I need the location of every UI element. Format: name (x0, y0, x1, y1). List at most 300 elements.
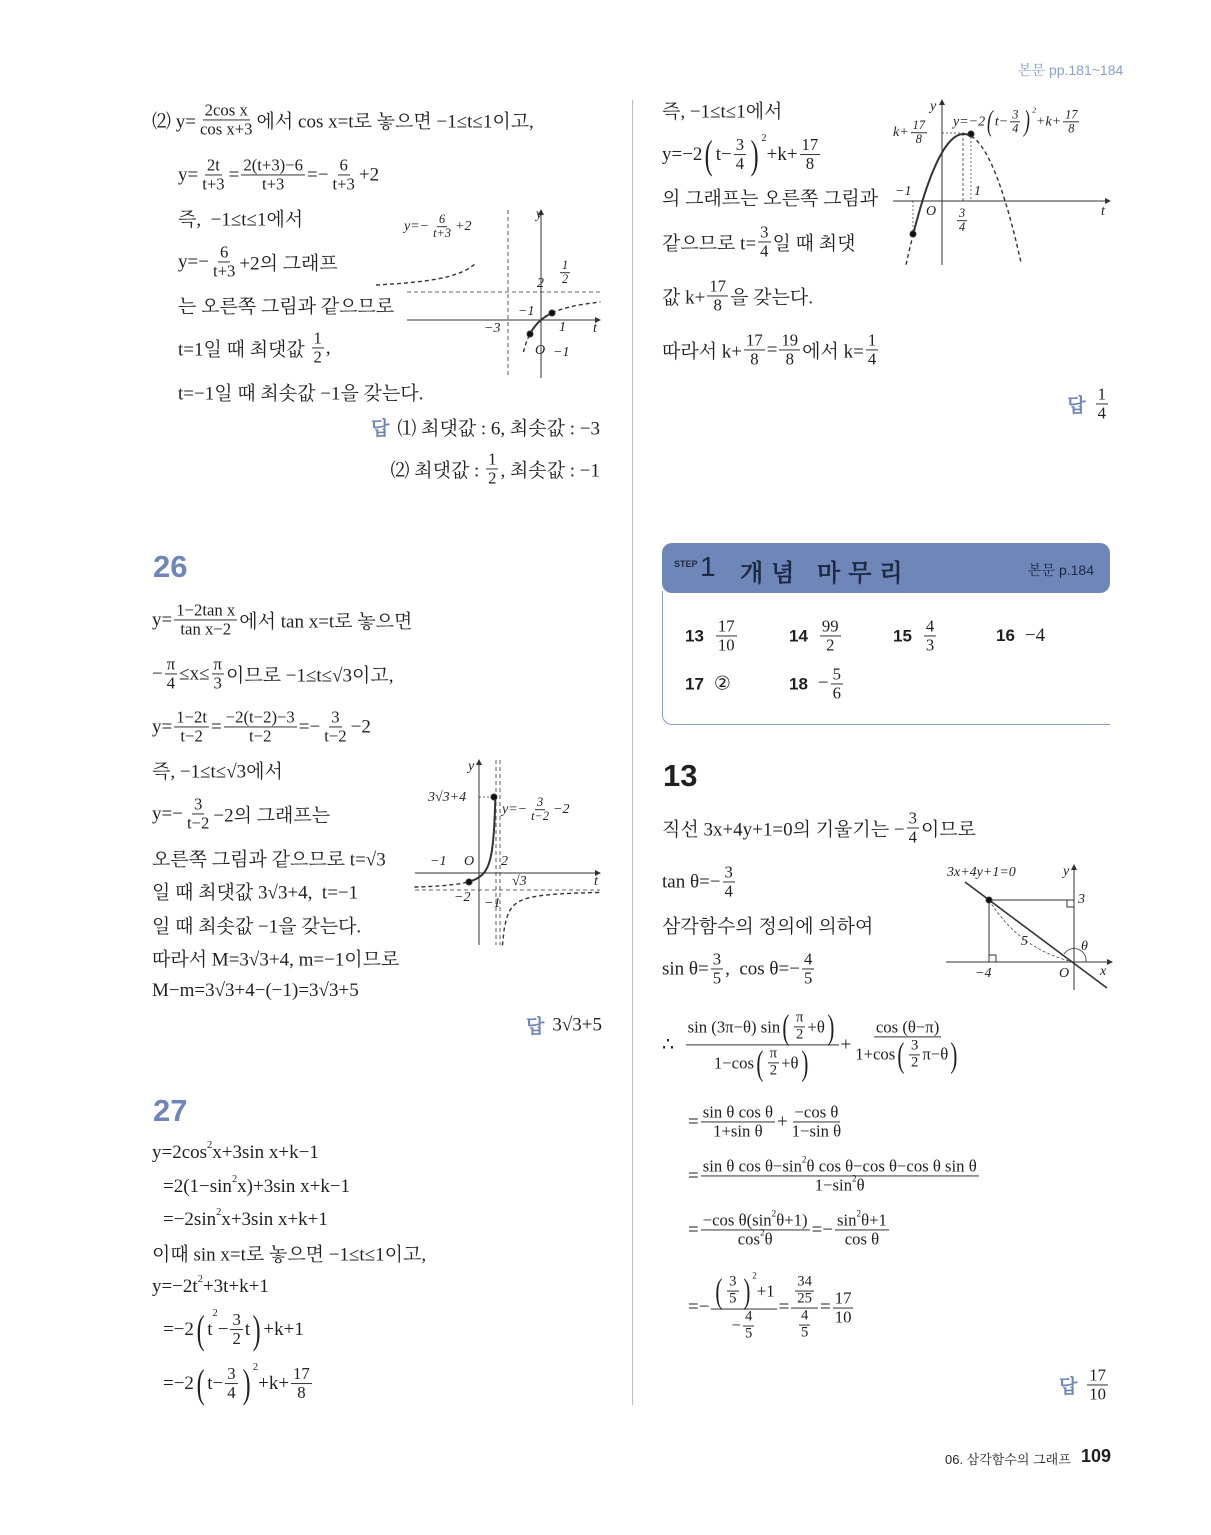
text-run: 1 (974, 184, 981, 199)
superscript: 2 (752, 1270, 757, 1281)
parenthesis: ) (252, 1307, 261, 1353)
fraction (835, 1208, 889, 1249)
numerator (203, 101, 250, 120)
text-run: 5 (832, 664, 841, 684)
answer-label: 답 (370, 418, 390, 440)
text-run: 의 그래프는 오른쪽 그림과 (662, 188, 879, 210)
text-run: 3√3+5 (552, 1014, 602, 1035)
superscript: 2 (207, 1140, 213, 1151)
text-run: 삼각함수의 정의에 의하여 (662, 916, 874, 938)
text-run: 17 (746, 330, 763, 350)
denominator (914, 134, 924, 147)
denominator (802, 970, 814, 988)
text-run: 10 (717, 635, 735, 655)
text-run: t=−1일 때 최솟값 −1을 갖는다. (178, 383, 424, 405)
text-run: 3 (213, 673, 222, 693)
fraction (794, 1011, 805, 1044)
denominator (743, 1327, 754, 1343)
text-run: 2 (796, 1026, 804, 1043)
graph-label (536, 207, 542, 223)
item-value (1025, 625, 1045, 647)
answer-line (526, 1012, 602, 1039)
text-run: 10 (834, 1307, 852, 1327)
text-run: 3 (227, 1364, 236, 1384)
text-run: +θ (807, 1016, 825, 1036)
graph-label (464, 854, 474, 870)
text-run: cos (737, 1229, 760, 1249)
fraction (701, 1208, 810, 1249)
text-run: −cos θ (794, 1102, 839, 1122)
text-run: 을 갖는다. (730, 287, 813, 309)
item-value (714, 673, 731, 696)
numerator (800, 136, 821, 155)
text-run: t+3 (202, 174, 225, 194)
text-run: y=−2t (152, 1276, 198, 1297)
text-run: t−2 (324, 726, 347, 746)
text-run: 34 (797, 1273, 812, 1290)
fraction (529, 796, 551, 824)
superscript: 2 (801, 1154, 807, 1165)
item-number: 16 (996, 626, 1015, 645)
numerator (218, 243, 230, 262)
superscript: 2 (231, 1174, 238, 1185)
math-line (662, 223, 855, 260)
text-run: , (325, 337, 331, 358)
graph-reciprocal-tan (414, 760, 600, 945)
denominator (957, 222, 967, 235)
fraction (1087, 1366, 1108, 1403)
text-run: 1 (559, 320, 566, 335)
text-run: θ cos θ−cos θ−cos θ sin θ (806, 1156, 977, 1176)
denominator (230, 1331, 242, 1349)
denominator (1010, 123, 1020, 136)
text-run: 2 (911, 1054, 919, 1071)
parenthesis: ( (782, 1007, 790, 1047)
text-run: t (244, 1319, 251, 1340)
text-run: ⑴ 최댓값 : 6, 최솟값 : −3 (397, 418, 600, 440)
numerator (338, 156, 350, 175)
text-run: cos θ (844, 1229, 880, 1249)
numerator (560, 259, 570, 273)
text-run: =− (811, 1219, 834, 1240)
text-run: 3 (712, 949, 722, 969)
text-run: 이므로 (920, 819, 977, 841)
text-run: 6 (219, 242, 229, 262)
fraction (909, 1038, 920, 1071)
graph-label (947, 865, 1016, 881)
numerator (768, 1047, 779, 1064)
text-run: +2 (455, 219, 472, 234)
numerator (909, 1038, 920, 1055)
text-run: 2 (232, 1329, 241, 1349)
math-line (662, 863, 737, 900)
text-run: 3 (760, 222, 769, 242)
text-run: − (152, 663, 163, 684)
numerator (686, 1009, 839, 1045)
text-run: 17 (912, 118, 925, 133)
text-run: = (210, 716, 222, 737)
footer-chapter: 06. 삼각함수의 그래프 (945, 1452, 1071, 1467)
numerator (241, 156, 305, 175)
text-run: =− (688, 1296, 710, 1318)
numerator (1010, 108, 1020, 122)
text-run: θ+1 (861, 1210, 887, 1230)
text-run: 4 (1012, 121, 1019, 136)
graph-label (553, 345, 569, 361)
superscript: 2 (856, 1208, 862, 1219)
parenthesis: ) (800, 1043, 808, 1083)
text-run: −2의 그래프는 (213, 805, 331, 827)
superscript: 2 (252, 1362, 259, 1374)
text-run: 8 (297, 1383, 306, 1403)
text-run: M−m=3√3+4−(−1)=3√3+5 (152, 980, 359, 1001)
superscript: 2 (771, 1208, 777, 1219)
text-run: 4 (925, 616, 935, 636)
numerator (205, 156, 222, 175)
text-run: π−θ (922, 1044, 949, 1064)
denominator (178, 621, 233, 639)
text-run: y=− (178, 251, 209, 272)
text-run: x (1100, 964, 1107, 979)
fraction (200, 156, 226, 193)
text-run: tan θ=− (662, 871, 721, 892)
item-number: 15 (893, 626, 912, 645)
curve-left-branch (376, 263, 476, 285)
item-value (922, 617, 938, 654)
text-run: t−2 (186, 813, 210, 833)
text-run: =−2sin (163, 1209, 217, 1230)
graph-label (535, 343, 545, 359)
math-line (662, 1007, 964, 1083)
point (527, 331, 533, 337)
fraction (291, 1365, 312, 1402)
text-run: t+3 (332, 174, 355, 194)
superscript: 2 (852, 1173, 857, 1184)
denominator (843, 1231, 881, 1249)
denominator (804, 156, 816, 174)
numerator (831, 665, 843, 684)
numerator (743, 1310, 754, 1327)
math-line (152, 878, 358, 905)
fraction (768, 1047, 779, 1080)
graph-label (953, 107, 1081, 136)
numerator (701, 1208, 810, 1230)
fraction (800, 136, 821, 173)
text-run: 4 (1097, 403, 1106, 423)
text-run: 1−sin (814, 1175, 853, 1195)
text-run: −1 (895, 184, 912, 199)
parenthesis: ( (196, 1361, 205, 1407)
denominator (794, 1027, 805, 1043)
text-run: =−2 (163, 1319, 194, 1340)
text-run: ⑵ y= (152, 111, 196, 133)
denominator (1096, 405, 1108, 423)
fraction (911, 119, 927, 147)
text-run: 1 (1097, 384, 1106, 404)
math-line (152, 1240, 426, 1267)
step-number: 1 (700, 551, 716, 582)
answer-item (685, 673, 731, 696)
fraction (1010, 108, 1020, 136)
numerator (791, 1275, 818, 1309)
denominator (716, 637, 737, 655)
graph-label (428, 790, 466, 806)
step-label: STEP (674, 559, 698, 569)
text-run: = (688, 1111, 699, 1132)
numerator (802, 950, 814, 969)
answer-item (789, 665, 845, 702)
denominator (247, 728, 273, 746)
point (549, 310, 555, 316)
graph-label (895, 184, 911, 200)
text-run: 17 (293, 1364, 310, 1384)
math-line (688, 1154, 981, 1195)
text-run: − (217, 1319, 229, 1340)
text-run: 1 (562, 258, 569, 273)
item-value (714, 617, 739, 654)
numerator (174, 708, 209, 727)
text-run: 1 (488, 449, 497, 469)
text-run: 99 (821, 616, 839, 636)
numerator (723, 863, 735, 882)
numerator (312, 329, 324, 348)
fraction (779, 331, 800, 368)
text-run: =2(1−sin (163, 1176, 232, 1197)
numerator (833, 1289, 854, 1308)
math-line (163, 1176, 350, 1198)
text-run: 2 (537, 276, 544, 291)
text-run: 3 (735, 135, 745, 155)
text-run: −2 (553, 802, 570, 817)
text-run: 1−sin θ (791, 1121, 842, 1141)
fraction (802, 950, 814, 987)
denominator (1066, 123, 1076, 136)
denominator (330, 176, 356, 194)
text-run: √3 (512, 874, 527, 889)
text-run: y (536, 207, 543, 222)
denominator (211, 263, 237, 281)
numerator (727, 1275, 738, 1292)
graph-line-angle (946, 865, 1112, 990)
text-run: 3x+4y+1=0 (947, 865, 1016, 880)
text-run: y=− (152, 803, 183, 824)
fraction (431, 213, 453, 241)
denominator (1087, 1386, 1108, 1404)
text-run: 10 (1089, 1384, 1106, 1404)
question-number-26: 26 (153, 549, 188, 584)
numerator (224, 708, 297, 727)
text-run: 즉, −1≤t≤√3에서 (152, 761, 283, 783)
answer-label: 답 (1067, 395, 1086, 417)
step-page-reference: 본문 p.184 (1028, 562, 1094, 578)
text-run: θ+1) (776, 1210, 808, 1230)
text-run: y=− (404, 219, 430, 234)
graph-label (975, 966, 991, 982)
step-header (662, 543, 1110, 593)
answer-line (1067, 385, 1110, 422)
text-run: t+3 (433, 226, 451, 241)
text-run: =− (307, 164, 329, 185)
text-run: y=− (502, 802, 528, 817)
text-run: = (228, 164, 240, 185)
denominator (711, 970, 723, 988)
denominator (165, 675, 177, 693)
math-line (178, 292, 394, 319)
graph-label (1100, 964, 1106, 980)
text-run: 17 (717, 616, 735, 636)
text-run: π (795, 1009, 804, 1026)
numerator (734, 136, 746, 155)
math-line (662, 277, 813, 314)
text-run: 4 (166, 673, 176, 693)
text-run: 8 (915, 132, 922, 147)
question-number-13: 13 (663, 758, 698, 793)
denominator (178, 728, 204, 746)
numerator (701, 1154, 979, 1176)
fraction (833, 1289, 854, 1326)
denominator (431, 228, 453, 241)
text-run: 직선 3x+4y+1=0의 기울기는 − (662, 819, 905, 841)
numerator (1096, 385, 1108, 404)
numerator (957, 207, 967, 221)
text-run: 따라서 M=3√3+4, m=−1이므로 (152, 949, 400, 971)
text-run: +2 (358, 164, 380, 185)
fraction (174, 601, 237, 638)
fraction (853, 1018, 962, 1072)
numerator (799, 1308, 810, 1325)
text-run: y= (152, 716, 173, 737)
text-run: t+3 (212, 261, 236, 281)
numerator (486, 450, 498, 469)
step-body (662, 591, 1110, 725)
denominator (907, 829, 919, 847)
numerator (758, 223, 770, 242)
text-run: y (468, 759, 475, 774)
text-run: 1+sin θ (713, 1121, 763, 1141)
superscript: 2 (761, 133, 767, 145)
text-run: 일 때 최댓값 3√3+4, t=−1 (152, 882, 359, 904)
text-run: +θ (781, 1053, 799, 1073)
curve-right-dashed (502, 892, 600, 945)
fraction (322, 708, 348, 745)
text-run: 25 (797, 1290, 812, 1307)
graph-label (930, 99, 936, 115)
math-line (152, 1276, 269, 1298)
item-number: 14 (789, 626, 808, 645)
parenthesis: ( (196, 1307, 205, 1353)
text-run: 3 (911, 1037, 919, 1054)
text-run: x)+3sin x+k−1 (237, 1176, 351, 1197)
answer-item (996, 625, 1045, 647)
graph-label (537, 276, 544, 292)
math-line (152, 757, 283, 784)
text-run: 4 (803, 949, 813, 969)
text-run: 17 (801, 135, 819, 155)
text-run: θ (764, 1229, 773, 1249)
denominator (712, 297, 724, 315)
text-run: 8 (713, 295, 722, 315)
numerator (866, 331, 878, 350)
denominator (730, 1310, 759, 1343)
fraction (701, 1103, 775, 1140)
text-run: 에서 k= (802, 341, 864, 363)
text-run: −2 (350, 716, 371, 737)
denominator (711, 1123, 764, 1141)
text-run: − (731, 1316, 742, 1336)
text-run: 17 (709, 276, 727, 296)
text-run: = (778, 1296, 790, 1318)
fraction (1096, 385, 1108, 422)
graph-label (502, 796, 569, 824)
fraction (560, 259, 570, 287)
text-run: t− (715, 144, 732, 165)
fraction (727, 1275, 738, 1308)
denominator (322, 728, 348, 746)
denominator (560, 274, 570, 287)
graph-label (593, 321, 597, 337)
text-run: 8 (805, 154, 815, 174)
math-line (152, 708, 371, 745)
graph-label (430, 854, 446, 870)
graph-label (468, 759, 474, 775)
denominator (529, 811, 551, 824)
graph-label (974, 184, 981, 200)
text-run: −2(t−2)−3 (225, 707, 295, 727)
fraction (831, 665, 843, 702)
text-run: 5 (1021, 934, 1028, 949)
text-run: 따라서 k+ (662, 341, 743, 363)
text-run: 5 (800, 1324, 809, 1341)
text-run: 1−cos (713, 1053, 754, 1073)
numerator (174, 601, 237, 620)
denominator (200, 176, 226, 194)
fraction (707, 277, 728, 314)
fraction (230, 1311, 242, 1348)
text-run: x+3sin x+k−1 (212, 1142, 319, 1163)
numerator (707, 277, 728, 296)
math-line (152, 845, 386, 872)
math-line (178, 379, 423, 406)
text-run: 오른쪽 그림과 같으므로 t=√3 (152, 849, 386, 871)
fraction (795, 1275, 814, 1308)
fraction (734, 136, 746, 173)
parenthesis: ) (827, 1007, 835, 1047)
text-run: +k+ (1036, 114, 1062, 129)
item-value (818, 617, 843, 654)
numerator (225, 1365, 237, 1384)
text-run: y (930, 99, 937, 114)
denominator (833, 1308, 854, 1326)
math-line (178, 205, 303, 232)
text-run: 3 (908, 808, 917, 828)
fraction (866, 331, 878, 368)
item-value (818, 665, 845, 702)
text-run: + (777, 1111, 788, 1132)
text-run: 8 (750, 349, 759, 369)
text-run: O (926, 204, 937, 219)
text-run: y= (152, 609, 173, 630)
graph-label (454, 890, 470, 906)
numerator (291, 1365, 312, 1384)
text-run: −1 (553, 345, 570, 360)
denominator (799, 1325, 810, 1341)
text-run: +3t+k+1 (202, 1276, 269, 1297)
numerator (924, 617, 936, 636)
fraction (758, 223, 770, 260)
numerator (192, 795, 204, 814)
denominator (813, 1173, 867, 1195)
fraction (686, 1007, 839, 1083)
